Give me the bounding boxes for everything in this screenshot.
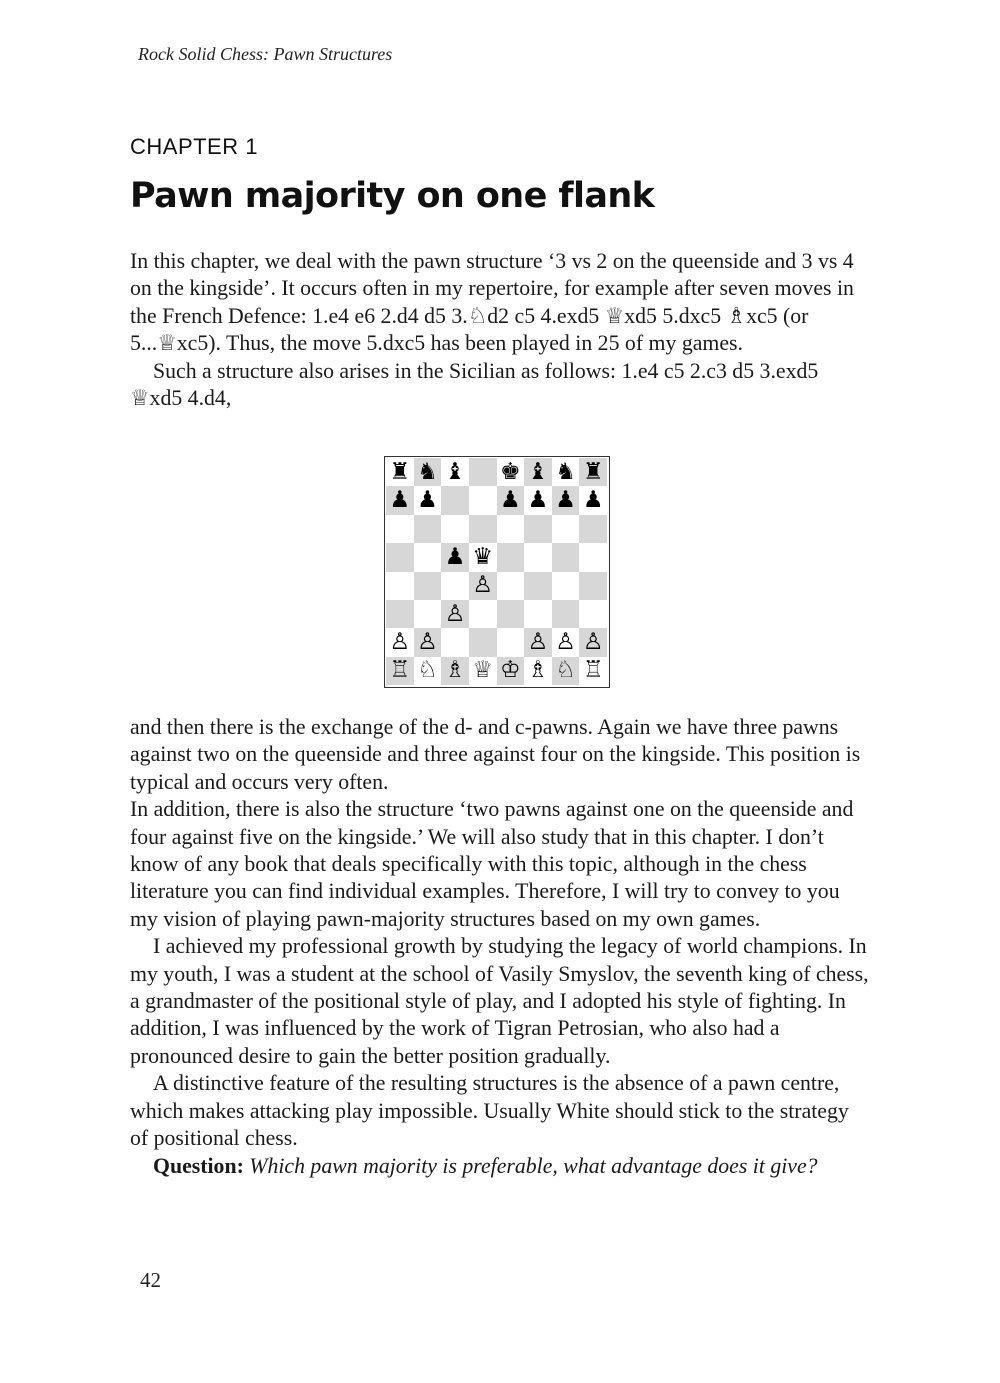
- square-f2: ♙: [524, 628, 552, 656]
- paragraph: I achieved my professional growth by studying the legacy of world champions. In my youth, I was a student at the school of Vasily Smyslov, the seventh king of chess, a grandmaster of the positional style of play, and I adopted his style of fighting. In addition, I was influenced by the work of Tigran Petrosian, who also had a pronounced desire to gain the better position gradually.: [130, 934, 869, 1068]
- square-h2: ♙: [579, 628, 607, 656]
- square-e5: [497, 543, 525, 571]
- question-paragraph: [130, 1153, 870, 1180]
- square-h7: ♟: [579, 486, 607, 514]
- square-f5: [524, 543, 552, 571]
- square-c4: [441, 572, 469, 600]
- square-d7: [469, 486, 497, 514]
- square-b6: [414, 515, 442, 543]
- square-a3: [386, 600, 414, 628]
- square-d2: [469, 628, 497, 656]
- square-e2: [497, 628, 525, 656]
- square-f1: ♗: [524, 657, 552, 685]
- paragraph: A distinctive feature of the resulting structures is the absence of a pawn centre, which makes attacking play impossible. Usually White should stick to the strategy of positional chess.: [130, 1071, 849, 1151]
- square-e1: ♔: [497, 657, 525, 685]
- square-e3: [497, 600, 525, 628]
- square-f4: [524, 572, 552, 600]
- square-h4: [579, 572, 607, 600]
- square-f3: [524, 600, 552, 628]
- square-d3: [469, 600, 497, 628]
- square-c5: ♟: [441, 543, 469, 571]
- intro-text: [130, 248, 870, 412]
- square-a1: ♖: [386, 657, 414, 685]
- square-a6: [386, 515, 414, 543]
- chess-board: [386, 458, 607, 685]
- chess-diagram: [384, 456, 610, 688]
- square-g2: ♙: [552, 628, 580, 656]
- square-b2: ♙: [414, 628, 442, 656]
- square-g3: [552, 600, 580, 628]
- square-f7: ♟: [524, 486, 552, 514]
- question-text: Which pawn majority is preferable, what advantage does it give?: [249, 1153, 818, 1178]
- square-e8: ♚: [497, 458, 525, 486]
- square-f8: ♝: [524, 458, 552, 486]
- square-h1: ♖: [579, 657, 607, 685]
- square-g7: ♟: [552, 486, 580, 514]
- square-g4: [552, 572, 580, 600]
- square-e6: [497, 515, 525, 543]
- square-g8: ♞: [552, 458, 580, 486]
- chapter-label: CHAPTER 1: [130, 134, 258, 159]
- paragraph: In addition, there is also the structure ‘two pawns against one on the queenside and four against five on the kingside.’ We will also study that in this chapter. I don’t know of any book that deals specifically with this topic, although in the chess literature you can find individual examples. Therefore, I will try to convey to you my vision of playing pawn-majority structures based on my own games.: [130, 797, 854, 931]
- square-e7: ♟: [497, 486, 525, 514]
- running-head: Rock Solid Chess: Pawn Structures: [138, 44, 393, 64]
- square-c8: ♝: [441, 458, 469, 486]
- square-h3: [579, 600, 607, 628]
- square-b3: [414, 600, 442, 628]
- square-b7: ♟: [414, 486, 442, 514]
- square-f6: [524, 515, 552, 543]
- square-h5: [579, 543, 607, 571]
- square-b4: [414, 572, 442, 600]
- square-d4: ♙: [469, 572, 497, 600]
- square-c3: ♙: [441, 600, 469, 628]
- square-d8: [469, 458, 497, 486]
- paragraph: Such a structure also arises in the Sicilian as follows: 1.e4 c5 2.c3 d5 3.exd5 ♕xd5 4.d4,: [130, 358, 819, 411]
- square-a4: [386, 572, 414, 600]
- square-g5: [552, 543, 580, 571]
- square-a2: ♙: [386, 628, 414, 656]
- square-h6: [579, 515, 607, 543]
- square-d1: ♕: [469, 657, 497, 685]
- square-a7: ♟: [386, 486, 414, 514]
- square-b8: ♞: [414, 458, 442, 486]
- square-g1: ♘: [552, 657, 580, 685]
- square-c7: [441, 486, 469, 514]
- square-g6: [552, 515, 580, 543]
- chapter-title: Pawn majority on one flank: [130, 176, 655, 216]
- body-text: [130, 714, 870, 1180]
- square-h8: ♜: [579, 458, 607, 486]
- square-a5: [386, 543, 414, 571]
- square-c1: ♗: [441, 657, 469, 685]
- square-c2: [441, 628, 469, 656]
- paragraph: and then there is the exchange of the d- and c-pawns. Again we have three pawns against two on the queenside and three against four on the kingside. This position is typical and occurs very often.: [130, 715, 861, 794]
- question-label: Question:: [153, 1153, 244, 1178]
- square-b5: [414, 543, 442, 571]
- square-e4: [497, 572, 525, 600]
- paragraph: In this chapter, we deal with the pawn structure ‘3 vs 2 on the queenside and 3 vs 4 on the kingside’. It occurs often in my repertoire, for example after seven moves in the French Defence: 1.e4 e6 2.d4 d5 3.♘d2 c5 4.exd5 ♕xd5 5.dxc5 ♗xc5 (or 5...♕xc5). Thus, the move 5.dxc5 has been played in 25 of my games.: [130, 249, 854, 356]
- square-a8: ♜: [386, 458, 414, 486]
- page-number: 42: [140, 1268, 161, 1292]
- square-d5: ♛: [469, 543, 497, 571]
- square-d6: [469, 515, 497, 543]
- square-c6: [441, 515, 469, 543]
- square-b1: ♘: [414, 657, 442, 685]
